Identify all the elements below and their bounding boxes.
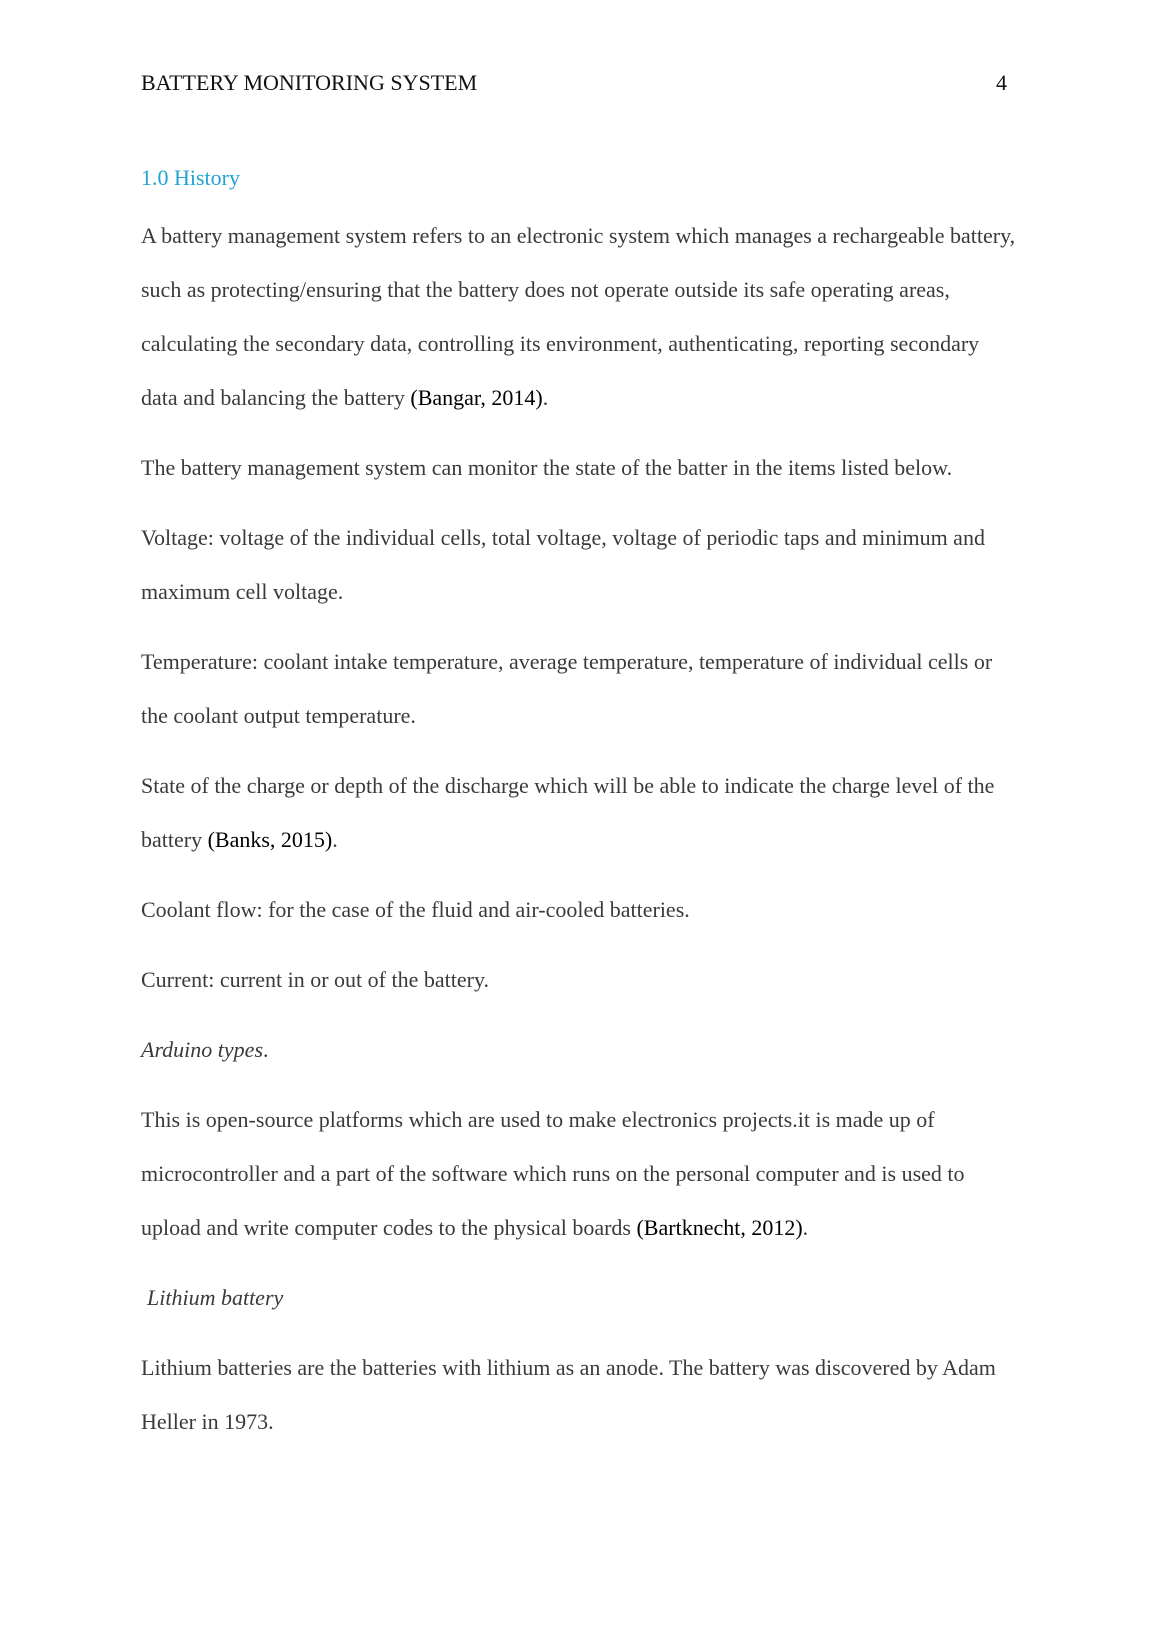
citation-bartknecht: (Bartknecht, 2012) bbox=[636, 1215, 803, 1240]
page-number: 4 bbox=[996, 70, 1007, 95]
running-head bbox=[141, 68, 1007, 98]
paragraph-lithium: Lithium batteries are the batteries with lithium as an anode. The battery was discovered by Adam Heller in 1973. bbox=[141, 1355, 996, 1434]
subheading-arduino-types bbox=[141, 1023, 1021, 1077]
section-heading: 1.0 History bbox=[141, 165, 240, 190]
paragraph-arduino bbox=[141, 1093, 1021, 1255]
subheading-text: Arduino types bbox=[141, 1037, 263, 1062]
document-body bbox=[141, 163, 1021, 1465]
citation-banks: (Banks, 2015) bbox=[207, 827, 333, 852]
paragraph-coolant-flow: Coolant flow: for the case of the fluid and air-cooled batteries. bbox=[141, 897, 690, 922]
paragraph-current: Current: current in or out of the battery. bbox=[141, 967, 490, 992]
paragraph-end: . bbox=[332, 827, 338, 852]
paragraph-voltage: Voltage: voltage of the individual cells, total voltage, voltage of periodic taps and minimum and maximum cell voltage. bbox=[141, 525, 985, 604]
paragraph-end: . bbox=[542, 385, 549, 410]
paragraph-temperature: Temperature: coolant intake temperature, average temperature, temperature of individual cells or the coolant output temperature. bbox=[141, 649, 993, 728]
paragraph-text: State of the charge or depth of the discharge which will be able to indicate the charge level of the battery bbox=[141, 773, 995, 852]
subheading-end: . bbox=[263, 1037, 269, 1062]
paragraph-state-of-charge bbox=[141, 759, 1021, 867]
running-head-title: BATTERY MONITORING SYSTEM bbox=[141, 70, 478, 95]
paragraph-text: This is open-source platforms which are used to make electronics projects.it is made up of microcontroller and a part of the software which runs on the personal computer and is used to upload and write computer codes to the physical boards bbox=[141, 1107, 965, 1240]
citation-bangar: (Bangar, 2014) bbox=[410, 385, 543, 410]
paragraph-monitor-intro: The battery management system can monitor the state of the batter in the items listed below. bbox=[141, 455, 953, 480]
paragraph-text: A battery management system refers to an electronic system which manages a rechargeable battery, such as protecting/ensuring that the battery does not operate outside its safe operating areas, calculating the secondary data, controlling its environment, authenticating, reporting secondary data and balancing the battery bbox=[141, 223, 1016, 410]
paragraph-end: . bbox=[802, 1215, 809, 1240]
paragraph-bms-definition bbox=[141, 209, 1021, 425]
subheading-lithium-battery: Lithium battery bbox=[147, 1285, 284, 1310]
